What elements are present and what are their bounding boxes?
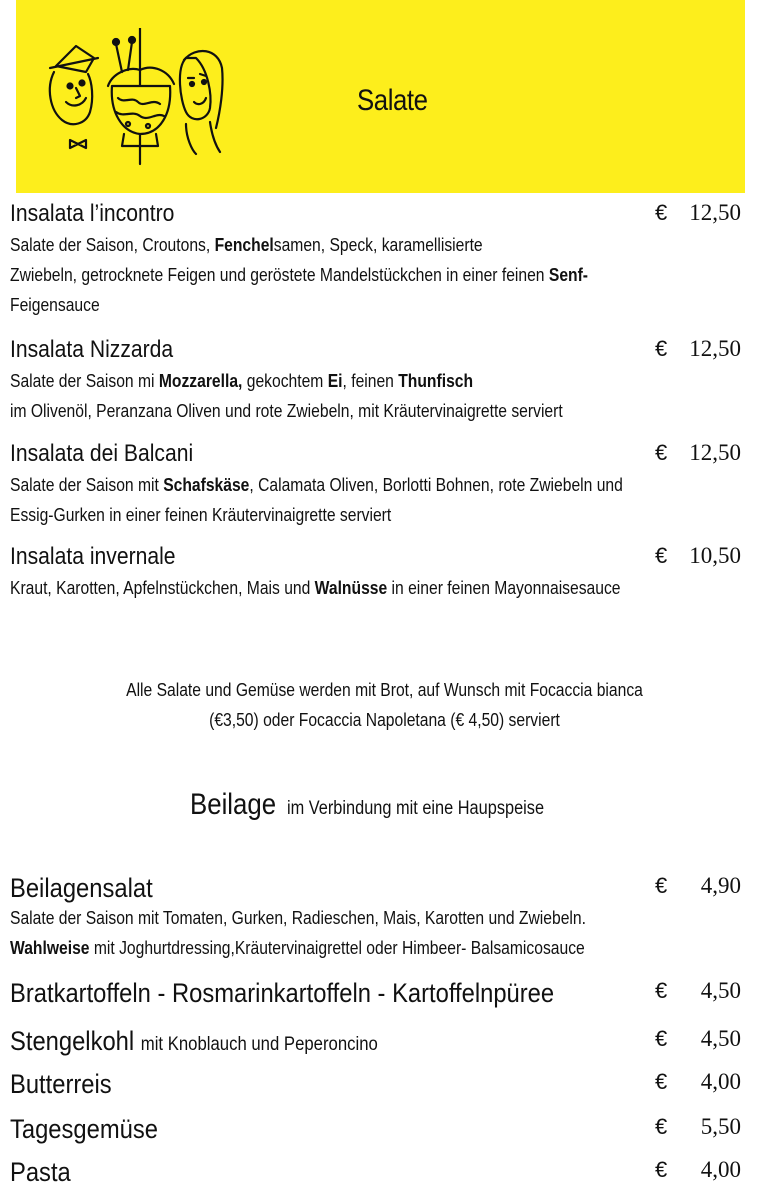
highlighted-ingredient: Fenchel xyxy=(214,235,274,255)
menu-item-price: 4,00 xyxy=(700,1157,741,1182)
beilage-heading xyxy=(0,788,769,822)
menu-item-name-text: Insalata invernale xyxy=(10,543,176,570)
menu-item xyxy=(10,200,745,320)
menu-item-extra: mit Knoblauch und Peperoncino xyxy=(140,1034,378,1055)
description-text: in einer feinen Mayonnaisesauce xyxy=(387,578,621,598)
menu-item-price: 4,90 xyxy=(700,873,741,898)
currency-symbol: € xyxy=(655,336,668,361)
highlighted-ingredient: Senf- xyxy=(548,265,589,285)
menu-item-name xyxy=(10,543,176,571)
menu-item-name xyxy=(10,978,554,1009)
menu-item-name xyxy=(10,200,174,228)
menu-item-header xyxy=(10,1114,745,1144)
menu-item xyxy=(10,1069,745,1099)
description-text: samen, Speck, karamellisierte xyxy=(273,235,483,255)
bread-note-line-2: (€3,50) oder Focaccia Napoletana (€ 4,50) serviert xyxy=(209,710,560,730)
menu-item xyxy=(10,1114,745,1144)
beilage-title: Beilage xyxy=(189,788,276,821)
currency-symbol: € xyxy=(655,978,668,1003)
menu-item-header xyxy=(10,1026,745,1056)
description-text: mit Joghurtdressing,Kräutervinaigrettel oder Himbeer- Balsamicosauce xyxy=(89,938,585,958)
menu-item-name xyxy=(10,1114,158,1145)
currency-symbol: € xyxy=(655,543,668,568)
menu-item-header xyxy=(10,336,745,366)
menu-item-header xyxy=(10,873,745,903)
menu-item-name-text: Insalata dei Balcani xyxy=(10,440,194,467)
menu-item-price: 5,50 xyxy=(700,1114,741,1139)
menu-item-name xyxy=(10,873,153,904)
highlighted-ingredient: Schafskäse xyxy=(163,475,250,495)
item-description-line xyxy=(10,260,649,290)
item-description-line xyxy=(10,396,649,426)
menu-item xyxy=(10,1026,745,1056)
menu-item-header xyxy=(10,440,745,470)
menu-item-header xyxy=(10,543,745,573)
highlighted-ingredient: Thunfisch xyxy=(398,371,474,391)
page-title: Salate xyxy=(357,84,428,117)
description-text: Salate der Saison mit Tomaten, Gurken, Radieschen, Mais, Karotten und Zwiebeln. xyxy=(10,908,586,928)
menu-item-header xyxy=(10,978,745,1008)
highlighted-ingredient: Mozzarella, xyxy=(158,371,243,391)
menu-item-price: 4,50 xyxy=(700,1026,741,1051)
description-text: Kraut, Karotten, Apfelnstückchen, Mais und xyxy=(10,578,315,598)
currency-symbol: € xyxy=(655,1157,668,1182)
menu-item-name xyxy=(10,440,193,468)
menu-item-price: 12,50 xyxy=(689,200,741,225)
menu-item-name-text: Tagesgemüse xyxy=(10,1114,158,1144)
item-description-line xyxy=(10,903,649,933)
header-banner xyxy=(16,0,745,193)
description-text: Salate der Saison mi xyxy=(10,371,159,391)
item-description-line xyxy=(10,573,649,603)
currency-symbol: € xyxy=(655,440,668,465)
description-text: Feigensauce xyxy=(10,295,100,315)
item-description-line xyxy=(10,470,649,500)
menu-item-price: 4,50 xyxy=(700,978,741,1003)
menu-item-price: 10,50 xyxy=(689,543,741,568)
cartoon-illustration xyxy=(36,28,226,168)
description-text: gekochtem xyxy=(242,371,328,391)
menu-item-price: 4,00 xyxy=(700,1069,741,1094)
item-description-line xyxy=(10,933,649,963)
menu-item-name-text: Bratkartoffeln - Rosmarinkartoffeln - Kartoffelnpüree xyxy=(10,978,555,1008)
menu-item-header xyxy=(10,200,745,230)
menu-item-name xyxy=(10,1069,112,1100)
currency-symbol: € xyxy=(655,200,668,225)
menu-item-name-text: Insalata l’incontro xyxy=(10,200,175,227)
item-description-line xyxy=(10,366,649,396)
currency-symbol: € xyxy=(655,1026,668,1051)
menu-item-header xyxy=(10,1157,745,1187)
description-text: , Calamata Oliven, Borlotti Bohnen, rote Zwiebeln und xyxy=(249,475,623,495)
menu-item xyxy=(10,543,745,603)
currency-symbol: € xyxy=(655,873,668,898)
menu-item-header xyxy=(10,1069,745,1099)
menu-item xyxy=(10,336,745,426)
menu-item xyxy=(10,873,745,963)
menu-item-name-text: Stengelkohl xyxy=(10,1026,135,1056)
menu-item-name-text: Beilagensalat xyxy=(10,873,153,903)
menu-item-name-text: Insalata Nizzarda xyxy=(10,336,174,363)
menu-item-name-text: Pasta xyxy=(10,1157,71,1187)
highlighted-ingredient: Ei xyxy=(327,371,343,391)
bread-note-line-1: Alle Salate und Gemüse werden mit Brot, auf Wunsch mit Focaccia bianca xyxy=(126,680,643,700)
menu-item-name-text: Butterreis xyxy=(10,1069,112,1099)
currency-symbol: € xyxy=(655,1114,668,1139)
currency-symbol: € xyxy=(655,1069,668,1094)
menu-item xyxy=(10,440,745,530)
menu-item xyxy=(10,978,745,1008)
menu-item-price: 12,50 xyxy=(689,440,741,465)
menu-item-price: 12,50 xyxy=(689,336,741,361)
item-description-line xyxy=(10,290,649,320)
beilage-subtitle: im Verbindung mit eine Haupspeise xyxy=(287,798,545,819)
highlighted-ingredient: Wahlweise xyxy=(10,938,90,958)
description-text: im Olivenöl, Peranzana Oliven und rote Zwiebeln, mit Kräutervinaigrette serviert xyxy=(10,401,563,421)
highlighted-ingredient: Walnüsse xyxy=(314,578,388,598)
menu-item xyxy=(10,1157,745,1187)
description-text: Zwiebeln, getrocknete Feigen und geröstete Mandelstückchen in einer feinen xyxy=(10,265,549,285)
item-description-line xyxy=(10,230,649,260)
item-description-line xyxy=(10,500,649,530)
description-text: Essig-Gurken in einer feinen Kräutervinaigrette serviert xyxy=(10,505,392,525)
menu-item-name xyxy=(10,336,173,364)
description-text: , feinen xyxy=(342,371,399,391)
description-text: Salate der Saison mit xyxy=(10,475,164,495)
description-text: Salate der Saison, Croutons, xyxy=(10,235,215,255)
menu-item-name xyxy=(10,1157,71,1188)
menu-item-name xyxy=(10,1026,378,1057)
